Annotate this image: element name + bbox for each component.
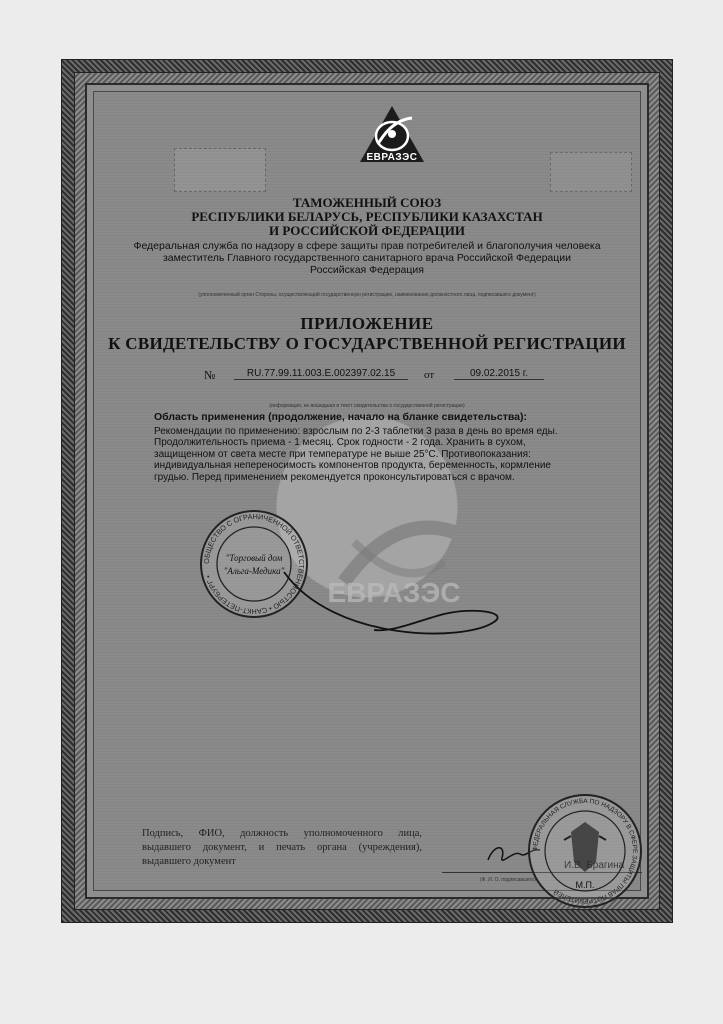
certificate-paper <box>93 91 641 905</box>
header-republics: РЕСПУБЛИКИ БЕЛАРУСЬ, РЕСПУБЛИКИ КАЗАХСТАН <box>191 209 543 224</box>
header-country: Российская Федерация <box>310 264 424 276</box>
evrazes-logo <box>352 100 432 170</box>
official-seal-ring-text: ФЕДЕРАЛЬНАЯ СЛУЖБА ПО НАДЗОРУ В СФЕРЕ ЗАЩИТЫ ПРАВ ПОТРЕБИТЕЛЕЙ <box>531 797 639 905</box>
official-seal-icon <box>526 792 644 910</box>
frame-inner-border <box>85 83 649 905</box>
content-paragraph: Рекомендации по применению: взрослым по 2-3 таблетки 3 раза в день во время еды. Продолжительность приема - 1 месяц. Срок годности - 2 года. Хранить в сухом, защищенном от света месте при температуре не выше 25°С. Противопоказания: индивидуальная непереносимость компонентов продукта, беременность, кормление грудью. Перед применением рекомендуется проконсультироваться с врачом. <box>154 425 558 483</box>
certificate-frame <box>62 60 672 922</box>
official-seal-mp: М.П. <box>575 880 595 890</box>
registration-no-label: № <box>204 368 216 382</box>
frame-border <box>74 72 660 910</box>
company-stamp-line1: "Торговый дом <box>225 553 283 563</box>
signature-stroke-icon <box>274 552 524 652</box>
company-stamp-ring-text: ОБЩЕСТВО С ОГРАНИЧЕННОЙ ОТВЕТСТВЕННОСТЬЮ • САНКТ-ПЕТЕРБУРГ • <box>201 511 307 617</box>
header-customs-union: ТАМОЖЕННЫЙ СОЮЗ <box>292 195 442 210</box>
corner-mark-left <box>174 148 266 192</box>
watermark-text: ЕВРАЗЭС <box>327 577 461 608</box>
registration-from-label: от <box>424 369 435 381</box>
logo-text: ЕВРАЗЭС <box>366 152 418 163</box>
signer-caption: (Ф. И. О. подписавшего) <box>480 877 536 883</box>
header-russian-federation: И РОССИЙСКОЙ ФЕДЕРАЦИИ <box>269 223 465 238</box>
corner-mark-right <box>550 152 632 192</box>
header-official: заместитель Главного государственного санитарного врача Российской Федерации <box>162 252 572 264</box>
registration-date: 09.02.2015 г. <box>454 368 544 380</box>
company-stamp-line2: "Альга-Медика" <box>223 566 285 576</box>
caption-info: (информация, не вошедшая в текст свидетельства о государственной регистрации) <box>269 403 465 409</box>
title-certificate: К СВИДЕТЕЛЬСТВУ О ГОСУДАРСТВЕННОЙ РЕГИСТРАЦИИ <box>108 334 626 353</box>
title-appendix: ПРИЛОЖЕНИЕ <box>300 314 434 333</box>
registration-number: RU.77.99.11.003.E.002397.02.15 <box>234 368 408 380</box>
handwritten-signature <box>274 552 524 652</box>
official-seal <box>526 792 644 910</box>
caption-authority: (уполномоченный орган Стороны, осуществляющий государственную регистрацию, наименование должностного лица, подписавшего документ) <box>198 292 536 298</box>
content-heading: Область применения (продолжение, начало на бланке свидетельства): <box>154 411 527 423</box>
header-agency: Федеральная служба по надзору в сфере защиты прав потребителей и благополучия человека <box>133 240 601 252</box>
signature-label: Подпись, ФИО, должность уполномоченного лица, выдавшего документ, и печать органа (учреждения), выдавшего документ <box>142 828 422 867</box>
